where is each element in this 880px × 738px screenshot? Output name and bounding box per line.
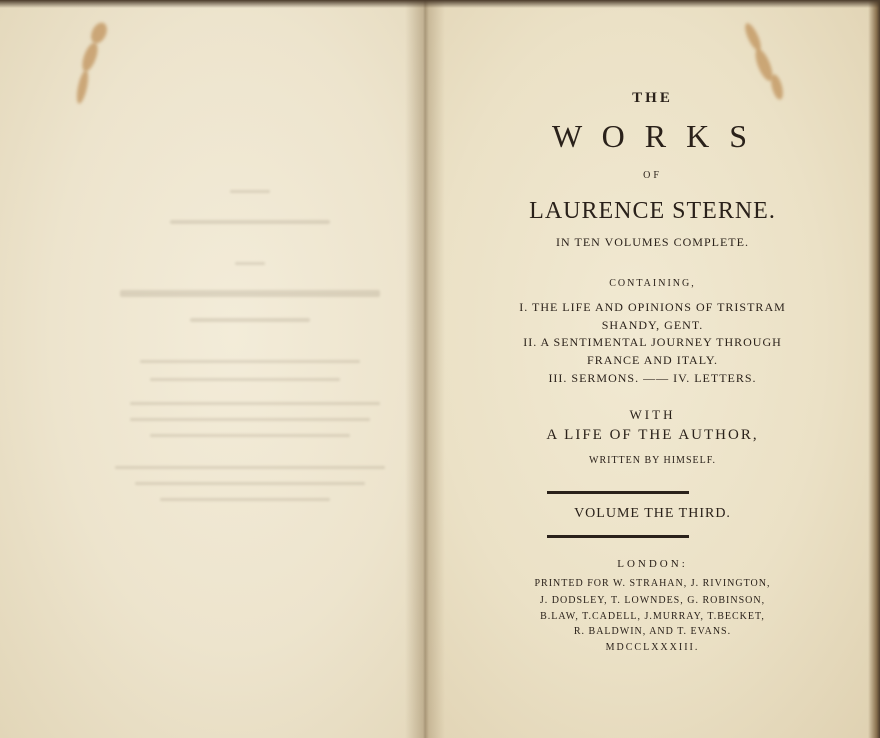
top-rule — [547, 491, 689, 494]
life-line: A LIFE OF THE AUTHOR, — [546, 427, 759, 443]
item1-line2: SHANDY, GENT. — [601, 318, 704, 332]
imprint-london: LONDON: — [617, 558, 688, 570]
author-name: LAURENCE STERNE. — [529, 198, 776, 224]
volume-line: VOLUME THE THIRD. — [574, 506, 731, 521]
with-line: WITH — [629, 407, 676, 422]
title-the: THE — [632, 90, 673, 106]
written-line: WRITTEN BY HIMSELF. — [589, 455, 716, 466]
title-of: OF — [643, 170, 662, 181]
item2-line1: II. A SENTIMENTAL JOURNEY THROUGH — [523, 335, 782, 349]
volumes-line: IN TEN VOLUMES COMPLETE. — [556, 235, 749, 249]
title-page — [425, 0, 880, 738]
printers-line4: R. BALDWIN, AND T. EVANS. — [573, 626, 732, 637]
item1-line1: I. THE LIFE AND OPINIONS OF TRISTRAM — [519, 300, 786, 314]
title-works: W O R K S — [552, 118, 753, 154]
left-page — [0, 0, 425, 738]
printers-line1: PRINTED FOR W. STRAHAN, J. RIVINGTON, — [534, 578, 771, 589]
bottom-rule — [547, 535, 689, 538]
show-through-text — [110, 190, 390, 510]
imprint-year: MDCCLXXXIII. — [605, 642, 700, 653]
containing-line: CONTAINING, — [609, 278, 696, 289]
item2-line2: FRANCE AND ITALY. — [587, 353, 718, 367]
item3-line: III. SERMONS. —— IV. LETTERS. — [548, 371, 757, 385]
printers-line3: B.LAW, T.CADELL, J.MURRAY, T.BECKET, — [540, 611, 765, 622]
printers-line2: J. DODSLEY, T. LOWNDES, G. ROBINSON, — [539, 595, 766, 606]
